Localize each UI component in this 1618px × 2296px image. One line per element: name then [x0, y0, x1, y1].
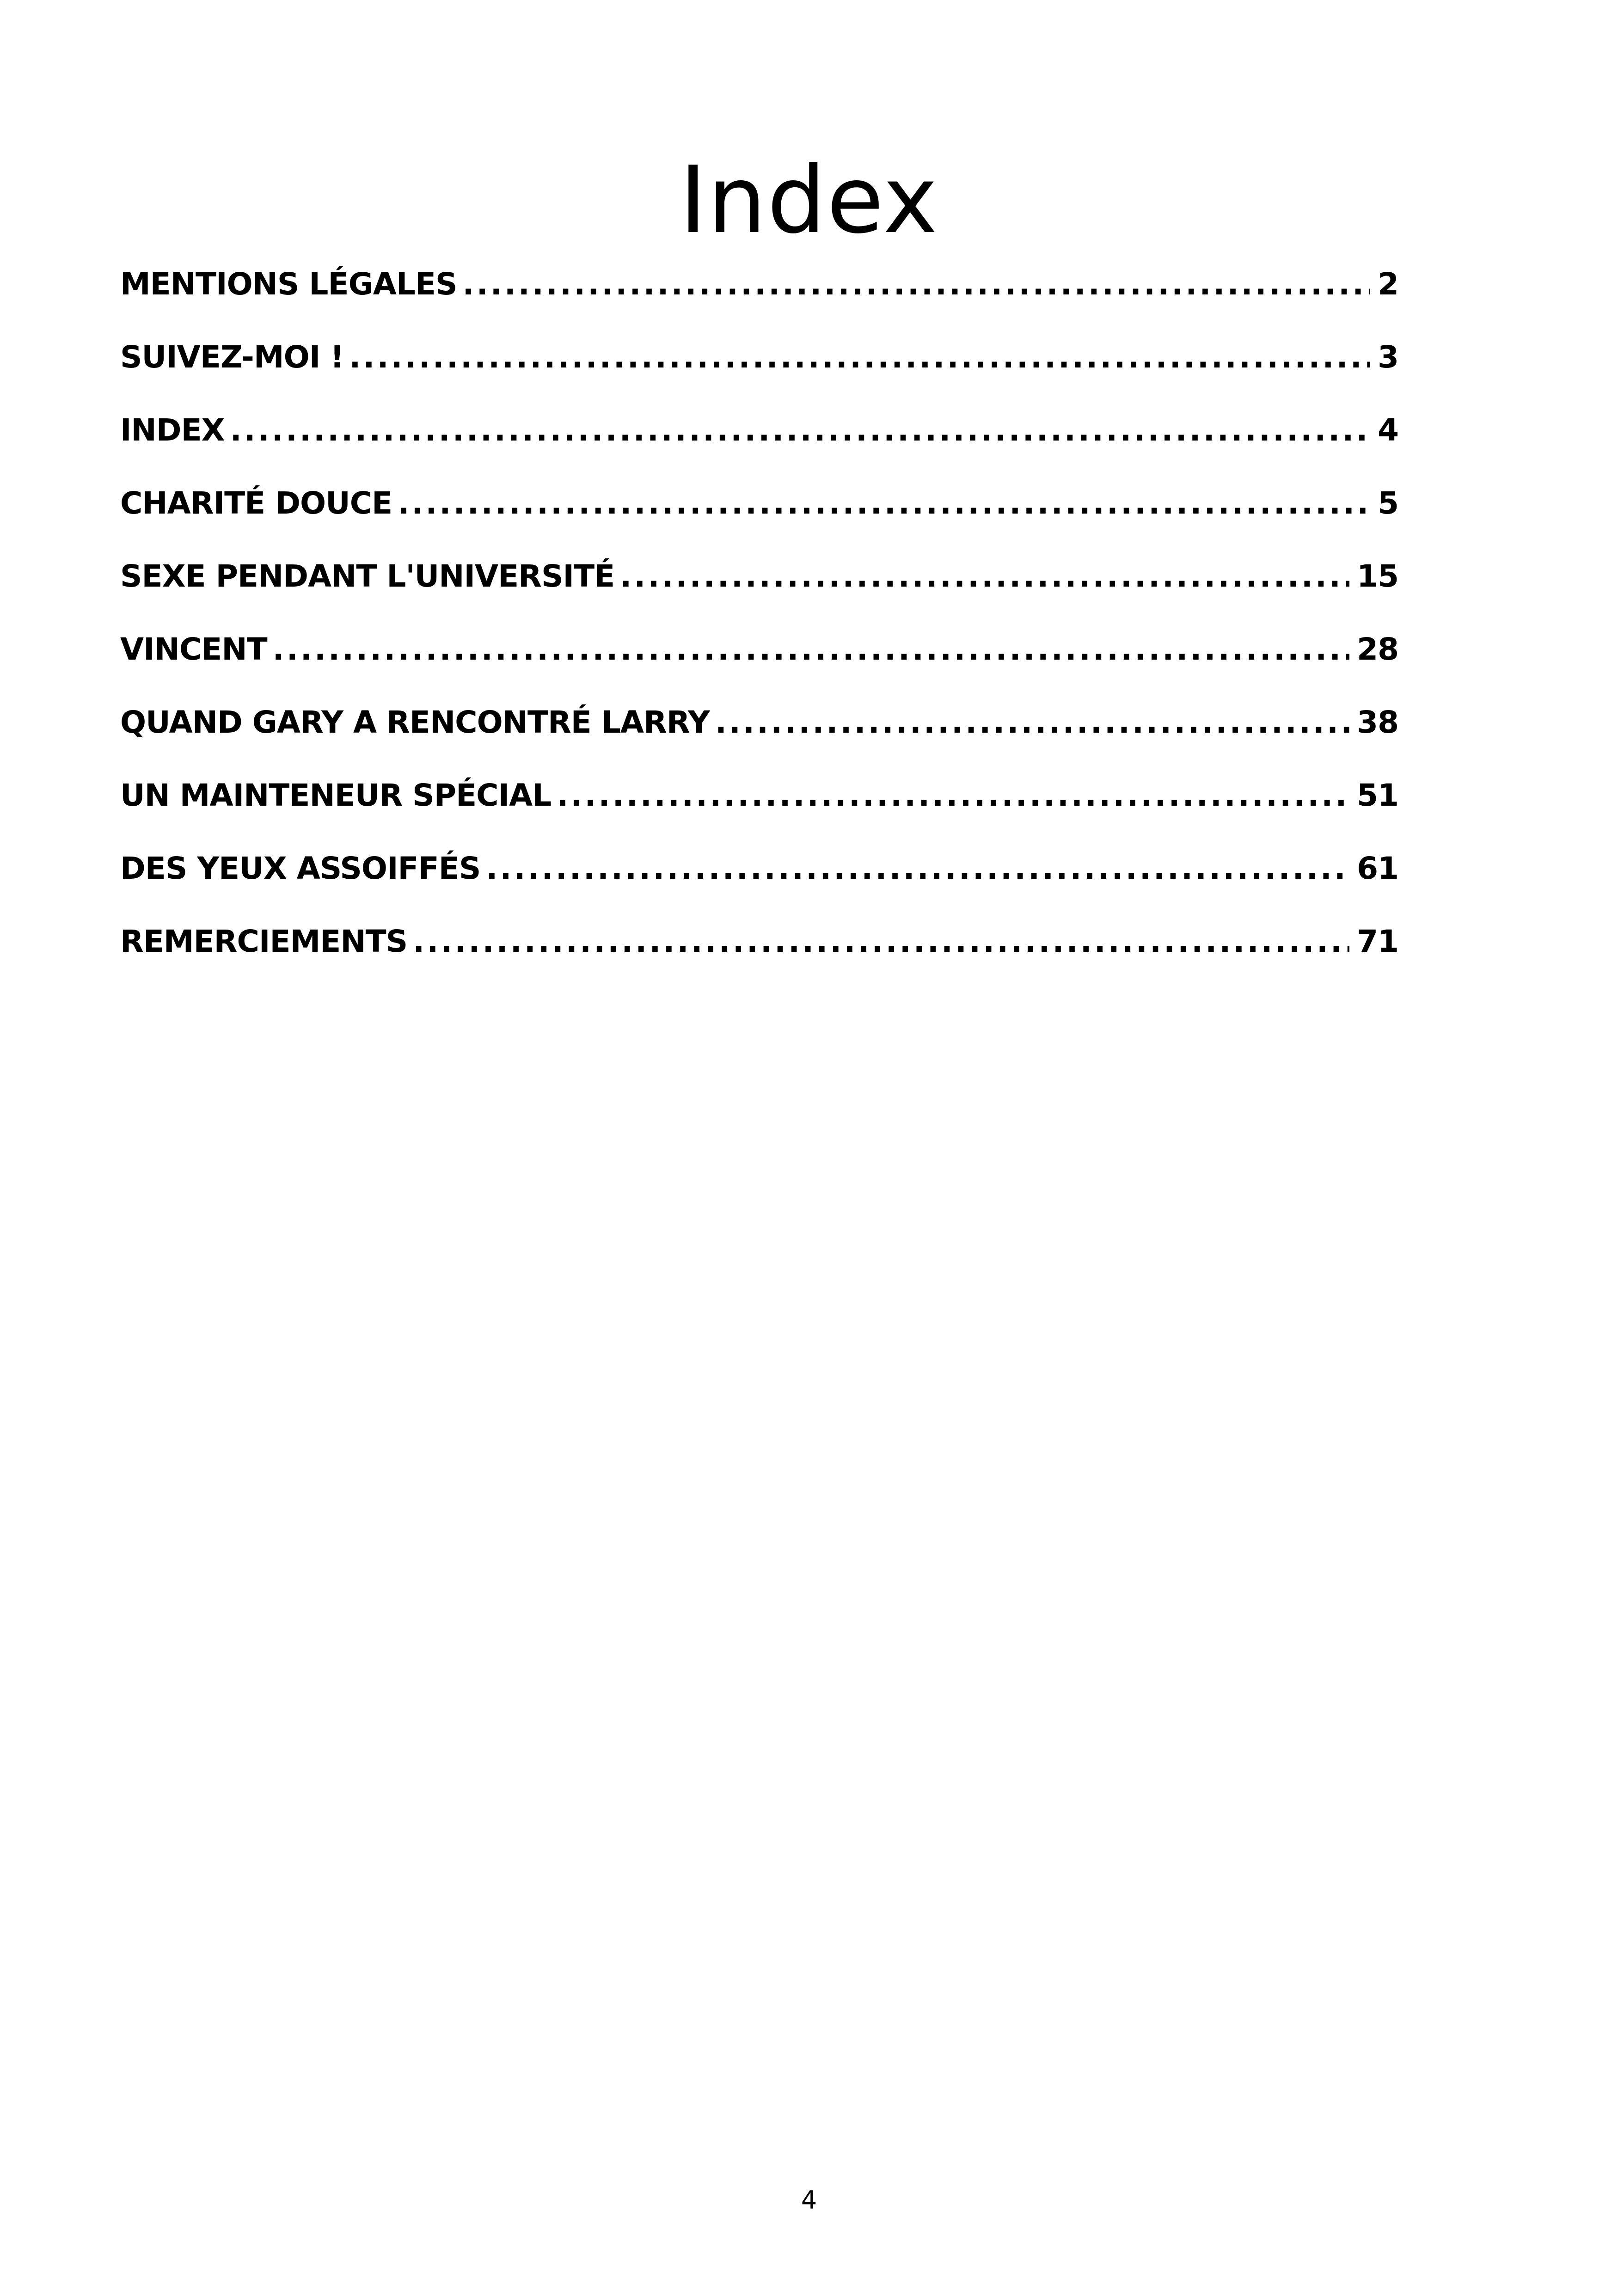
toc-dot-leader [230, 405, 1371, 456]
toc-entry [120, 624, 1398, 697]
toc-dot-leader [349, 332, 1370, 383]
toc-entry-page: 2 [1378, 266, 1398, 302]
toc-entry [120, 332, 1398, 405]
toc-entry-page: 38 [1357, 704, 1398, 740]
table-of-contents [120, 259, 1398, 989]
toc-entry-label: UN MAINTENEUR SPÉCIAL [120, 778, 552, 813]
toc-entry-label: SUIVEZ-MOI ! [120, 339, 344, 375]
toc-entry-page: 5 [1378, 485, 1398, 521]
toc-entry-page: 51 [1357, 778, 1398, 813]
toc-entry [120, 259, 1398, 332]
toc-entry-label: CHARITÉ DOUCE [120, 485, 392, 521]
toc-entry-page: 4 [1378, 412, 1398, 448]
toc-dot-leader [273, 624, 1349, 675]
toc-entry [120, 916, 1398, 989]
toc-dot-leader [486, 843, 1349, 894]
page-title: Index [679, 147, 939, 254]
toc-dot-leader [413, 916, 1349, 967]
toc-entry-label: VINCENT [120, 631, 267, 667]
toc-entry-label: MENTIONS LÉGALES [120, 266, 457, 302]
toc-entry [120, 770, 1398, 843]
toc-entry-page: 15 [1357, 558, 1398, 594]
toc-entry-label: QUAND GARY A RENCONTRÉ LARRY [120, 704, 710, 740]
toc-entry [120, 478, 1398, 551]
toc-dot-leader [398, 478, 1370, 529]
toc-dot-leader [557, 770, 1349, 821]
toc-entry [120, 697, 1398, 770]
page-number: 4 [801, 2186, 817, 2215]
toc-entry-label: INDEX [120, 412, 225, 448]
toc-entry [120, 405, 1398, 478]
toc-entry [120, 551, 1398, 624]
toc-entry-page: 3 [1378, 339, 1398, 375]
toc-entry-page: 61 [1357, 851, 1398, 886]
toc-entry-page: 71 [1357, 924, 1398, 959]
toc-dot-leader [620, 551, 1349, 602]
toc-entry-page: 28 [1357, 631, 1398, 667]
toc-entry [120, 843, 1398, 916]
toc-entry-label: SEXE PENDANT L'UNIVERSITÉ [120, 558, 615, 594]
toc-dot-leader [715, 697, 1349, 748]
toc-entry-label: DES YEUX ASSOIFFÉS [120, 851, 481, 886]
toc-dot-leader [463, 259, 1371, 310]
toc-entry-label: REMERCIEMENTS [120, 924, 408, 959]
